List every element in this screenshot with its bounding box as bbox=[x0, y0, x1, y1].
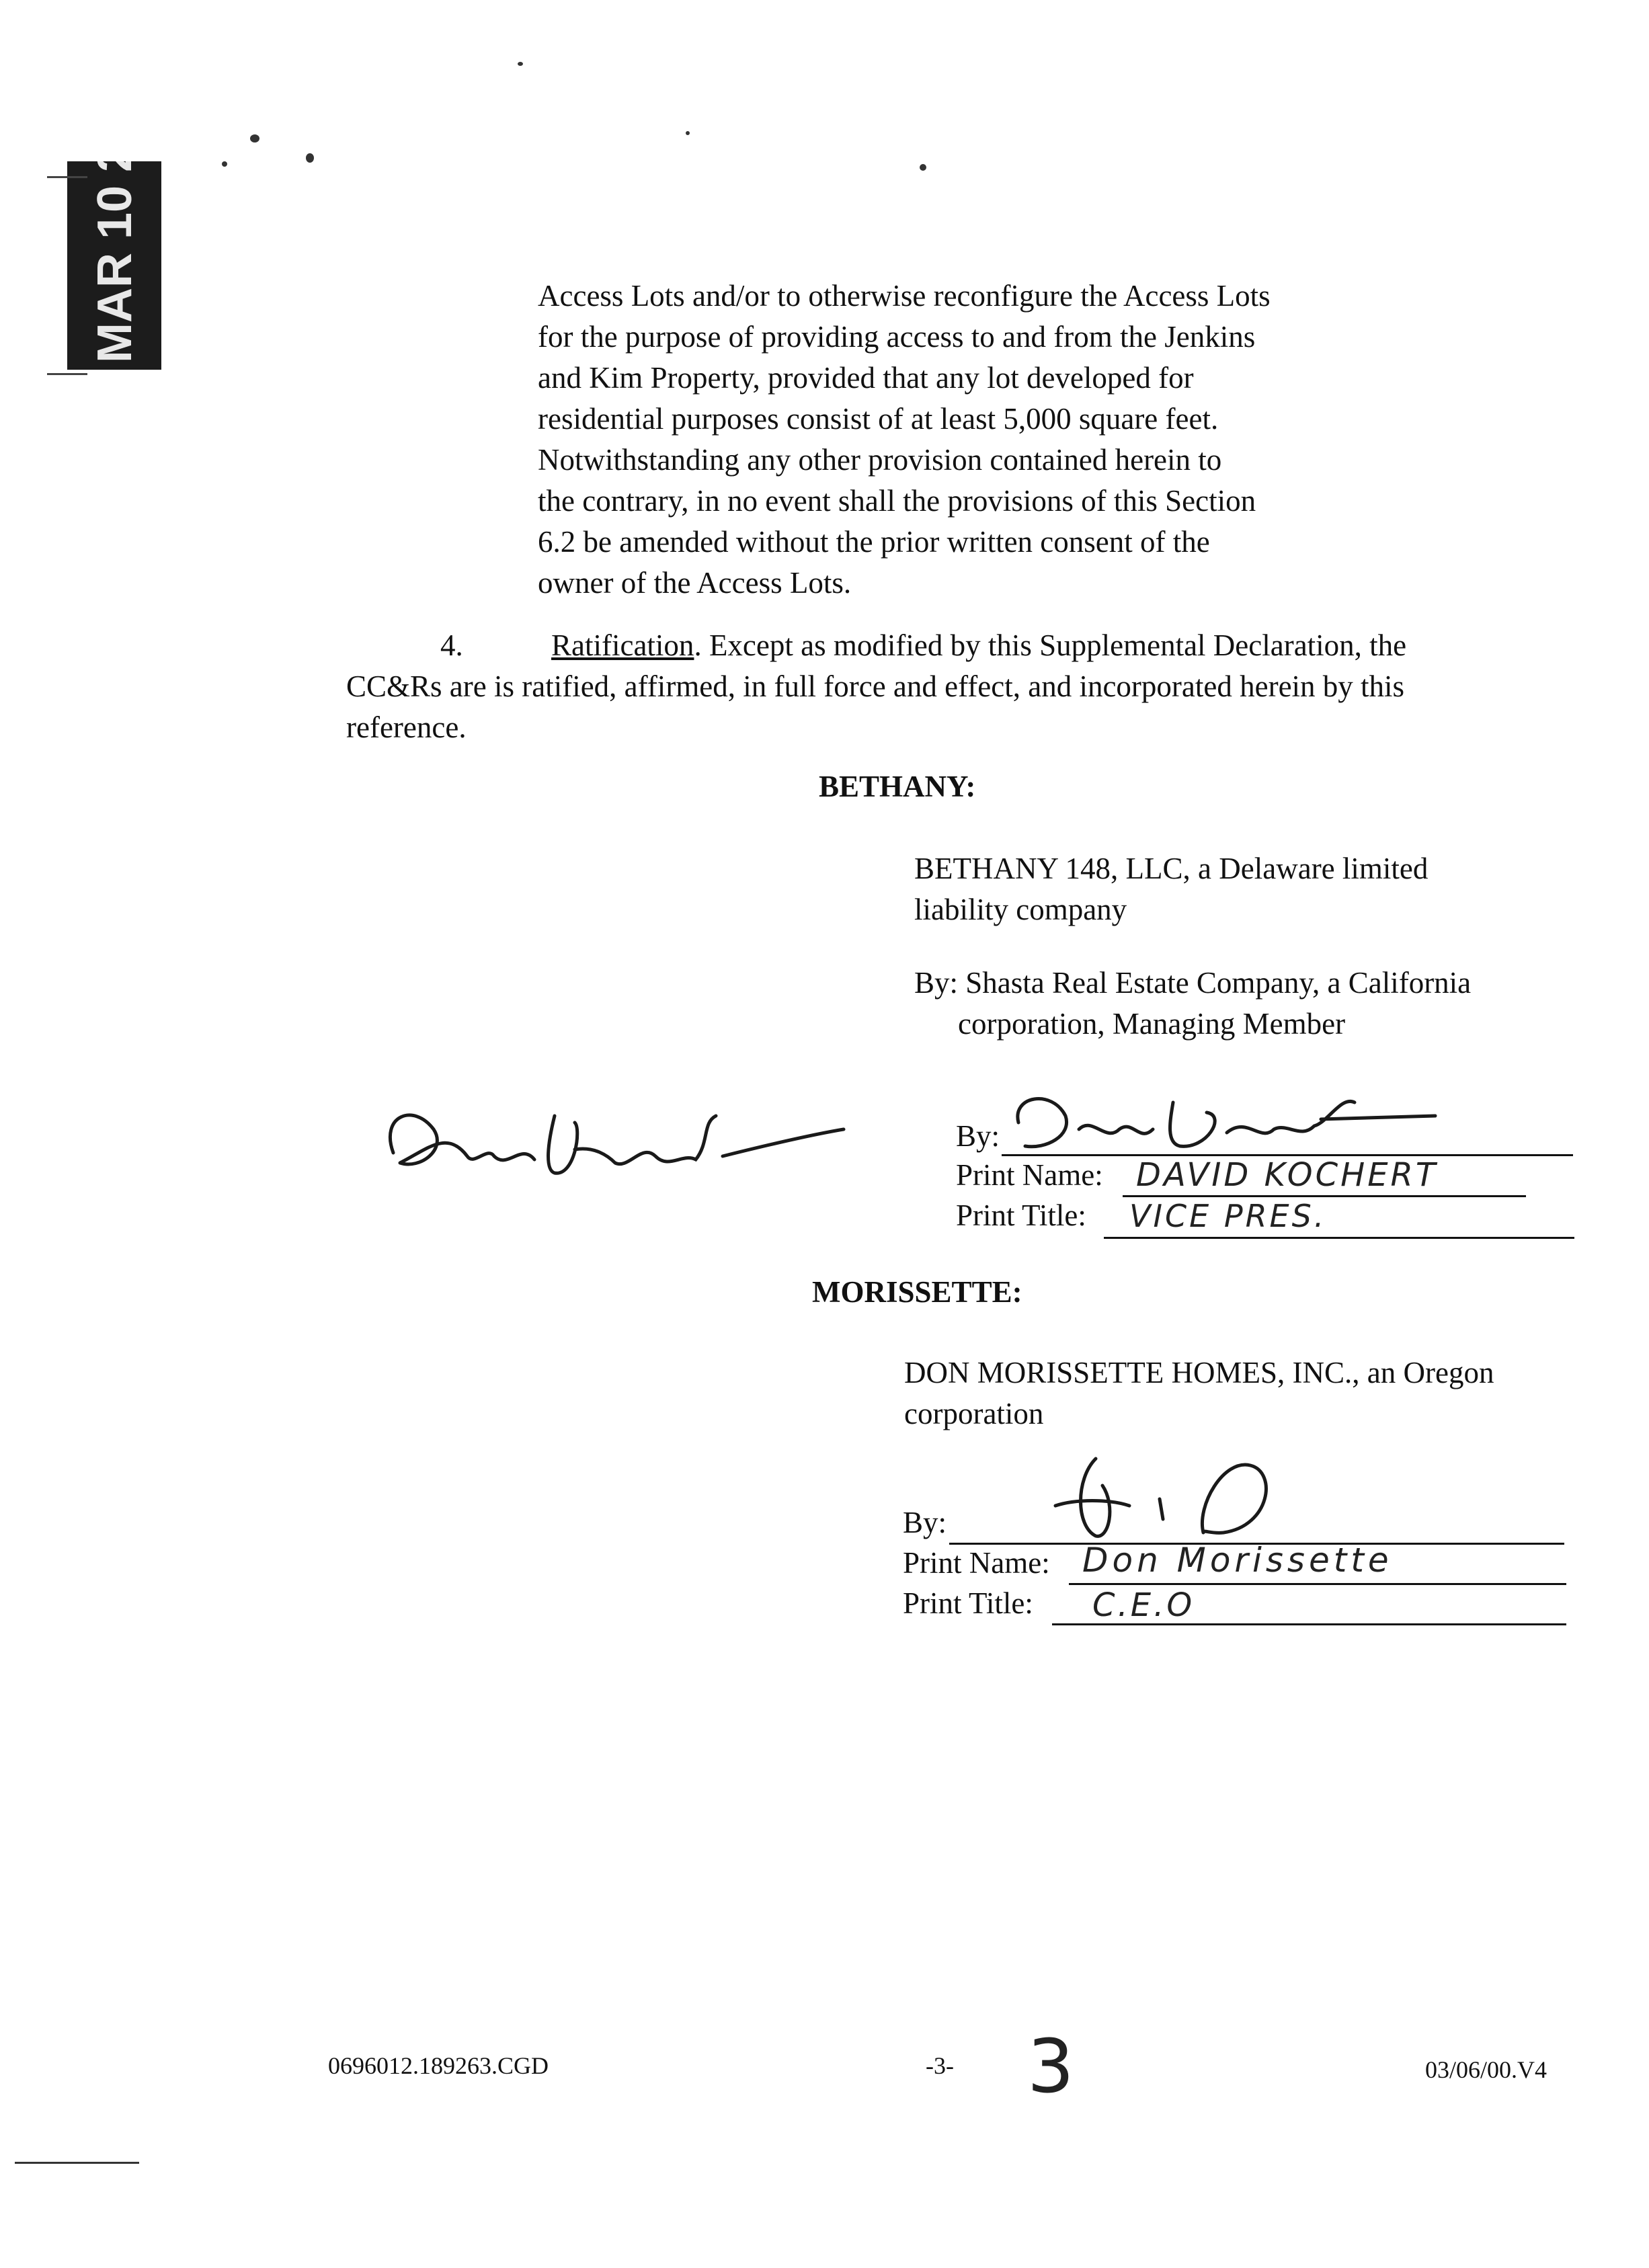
bethany-print-name-line[interactable] bbox=[1123, 1195, 1526, 1197]
text-line: corporation, Managing Member bbox=[958, 1007, 1346, 1041]
footer-page-number: -3- bbox=[926, 2052, 954, 2079]
footer-doc-id: 0696012.189263.CGD bbox=[328, 2052, 549, 2079]
bethany-by-block bbox=[914, 963, 1471, 1045]
morissette-label: MORISSETTE: bbox=[812, 1275, 1022, 1309]
text-line: corporation bbox=[904, 1397, 1044, 1430]
section-4-ratification bbox=[346, 625, 1556, 748]
footer-rule bbox=[15, 2162, 139, 2164]
morissette-print-title-value: C.E.O bbox=[1092, 1586, 1195, 1624]
text-line: reference. bbox=[346, 711, 467, 744]
bethany-print-title-label: Print Title: bbox=[956, 1199, 1086, 1232]
text-line: CC&Rs are is ratified, affirmed, in full force and effect, and incorporated herein by this bbox=[346, 670, 1405, 703]
morissette-by-label: By: bbox=[903, 1506, 947, 1539]
text-line: 6.2 be amended without the prior written consent of the bbox=[538, 525, 1210, 559]
bethany-signature bbox=[1005, 1082, 1462, 1156]
bethany-print-title-line[interactable] bbox=[1104, 1237, 1574, 1239]
morissette-entity bbox=[904, 1352, 1494, 1434]
scan-speck bbox=[250, 134, 259, 143]
bethany-label: BETHANY: bbox=[819, 770, 976, 803]
morissette-signature bbox=[1049, 1445, 1398, 1546]
scan-speck bbox=[306, 153, 314, 163]
footer-version: 03/06/00.V4 bbox=[1425, 2056, 1547, 2083]
stamp-rule bbox=[47, 176, 87, 178]
bethany-by-label: By: bbox=[956, 1119, 1000, 1153]
svg-text:MAR 10 2000: MAR 10 2000 bbox=[88, 161, 142, 363]
section-text: . Except as modified by this Supplemental Declaration, the bbox=[694, 629, 1407, 662]
scan-speck bbox=[222, 161, 227, 167]
bethany-entity bbox=[914, 848, 1428, 930]
footer-handwritten-page: 3 bbox=[1027, 2023, 1074, 2109]
text-line: By: Shasta Real Estate Company, a California bbox=[914, 966, 1472, 1000]
received-stamp bbox=[67, 161, 161, 370]
bethany-print-name-label: Print Name: bbox=[956, 1158, 1103, 1192]
stamp-image bbox=[67, 161, 161, 370]
text-line: BETHANY 148, LLC, a Delaware limited bbox=[914, 852, 1429, 885]
scan-speck bbox=[686, 131, 690, 135]
scan-speck bbox=[920, 164, 926, 171]
stamp-rule bbox=[47, 373, 87, 375]
signature-scrawl-left bbox=[373, 1089, 857, 1190]
morissette-print-name-value: Don Morissette bbox=[1082, 1541, 1393, 1580]
text-line: for the purpose of providing access to and from the Jenkins bbox=[538, 320, 1256, 354]
section-number: 4. bbox=[440, 629, 463, 662]
text-line: liability company bbox=[914, 893, 1127, 926]
text-line: DON MORISSETTE HOMES, INC., an Oregon bbox=[904, 1356, 1494, 1389]
morissette-print-name-label: Print Name: bbox=[903, 1546, 1050, 1580]
text-line: the contrary, in no event shall the provisions of this Section bbox=[538, 484, 1256, 518]
text-line: residential purposes consist of at least 5,000 square feet. bbox=[538, 402, 1219, 436]
bethany-print-title-value: VICE PRES. bbox=[1129, 1198, 1327, 1234]
bethany-print-name-value: DAVID KOCHERT bbox=[1136, 1156, 1439, 1194]
scan-speck bbox=[518, 62, 523, 66]
text-line: Notwithstanding any other provision contained herein to bbox=[538, 443, 1222, 477]
morissette-print-name-line[interactable] bbox=[1069, 1583, 1566, 1585]
text-line: Access Lots and/or to otherwise reconfigure the Access Lots bbox=[538, 279, 1271, 313]
section-4-first-line bbox=[346, 625, 1556, 666]
section-6-2-continuation bbox=[538, 276, 1412, 604]
text-line: owner of the Access Lots. bbox=[538, 566, 852, 600]
section-heading: Ratification bbox=[551, 629, 694, 662]
morissette-print-title-label: Print Title: bbox=[903, 1586, 1033, 1620]
text-line: and Kim Property, provided that any lot developed for bbox=[538, 361, 1194, 395]
